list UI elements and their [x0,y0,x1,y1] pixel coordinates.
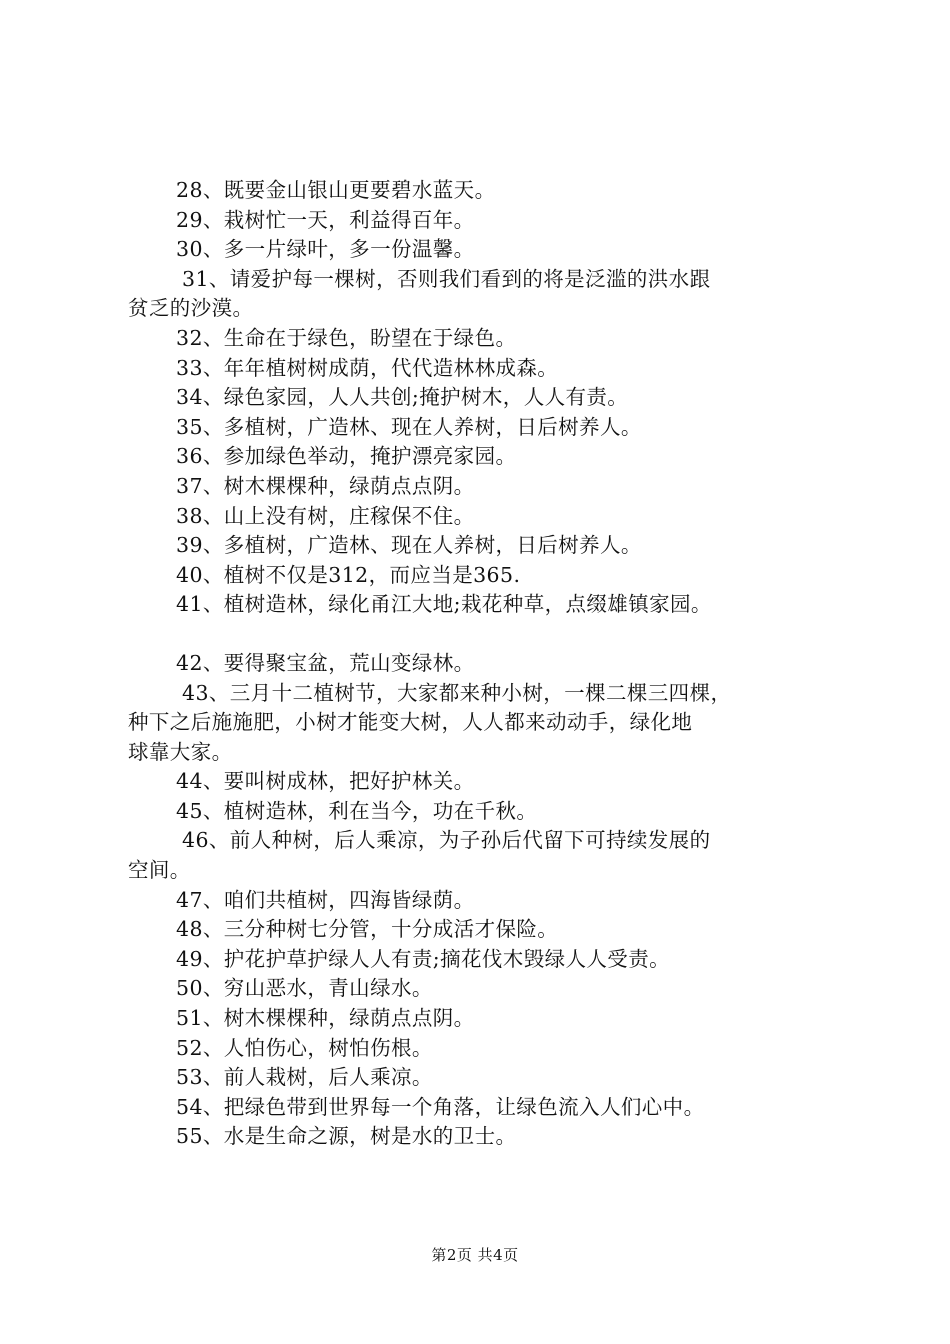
list-item-continuation: 球靠大家。 [128,739,233,764]
list-item: 50、穷山恶水，青山绿水。 [176,976,433,1001]
list-item: 48、三分种树七分管，十分成活才保险。 [176,917,559,942]
list-item: 44、要叫树成林，把好护林关。 [176,769,475,794]
list-item: 41、植树造林，绿化甬江大地;栽花种草，点缀雄镇家园。 [176,592,712,617]
list-item: 47、咱们共植树，四海皆绿荫。 [176,887,475,912]
list-item-continuation: 空间。 [128,858,191,883]
slogan-list [128,176,838,1152]
list-item: 38、山上没有树，庄稼保不住。 [176,503,475,528]
list-item: 34、绿色家园，人人共创;掩护树木，人人有责。 [176,385,629,410]
list-item: 52、人怕伤心，树怕伤根。 [176,1035,433,1060]
list-item: 46、前人种树，后人乘凉，为子孙后代留下可持续发展的 [182,828,711,853]
list-item: 33、年年植树树成荫，代代造林林成森。 [176,355,559,380]
list-item: 55、水是生命之源，树是水的卫士。 [176,1124,517,1149]
list-item: 43、三月十二植树节，大家都来种小树，一棵二棵三四棵， [182,680,732,705]
list-item: 54、把绿色带到世界每一个角落，让绿色流入人们心中。 [176,1094,705,1119]
list-item-continuation: 贫乏的沙漠。 [128,296,254,321]
list-item: 40、植树不仅是312，而应当是365. [176,562,521,587]
list-item: 45、植树造林，利在当今，功在千秋。 [176,798,538,823]
list-item: 29、栽树忙一天，利益得百年。 [176,207,475,232]
page-number-footer: 第2页 共4页 [431,1246,519,1264]
list-item: 39、多植树，广造林、现在人养树，日后树养人。 [176,533,642,558]
list-item: 49、护花护草护绿人人有责;摘花伐木毁绿人人受责。 [176,946,670,971]
list-item: 51、树木棵棵种，绿荫点点阴。 [176,1006,475,1031]
list-item: 32、生命在于绿色，盼望在于绿色。 [176,325,517,350]
list-item: 53、前人栽树，后人乘凉。 [176,1065,433,1090]
paragraph-gap [128,620,838,649]
list-item: 28、既要金山银山更要碧水蓝天。 [176,178,496,202]
list-item: 31、请爱护每一棵树，否则我们看到的将是泛滥的洪水跟 [182,266,711,291]
list-item: 36、参加绿色举动，掩护漂亮家园。 [176,444,517,469]
list-item-continuation: 种下之后施施肥，小树才能变大树，人人都来动动手，绿化地 [128,710,693,735]
list-item: 37、树木棵棵种，绿荫点点阴。 [176,473,475,498]
list-item: 42、要得聚宝盆，荒山变绿林。 [176,650,475,675]
list-item: 30、多一片绿叶，多一份温馨。 [176,237,475,262]
list-item: 35、多植树，广造林、现在人养树，日后树养人。 [176,414,642,439]
